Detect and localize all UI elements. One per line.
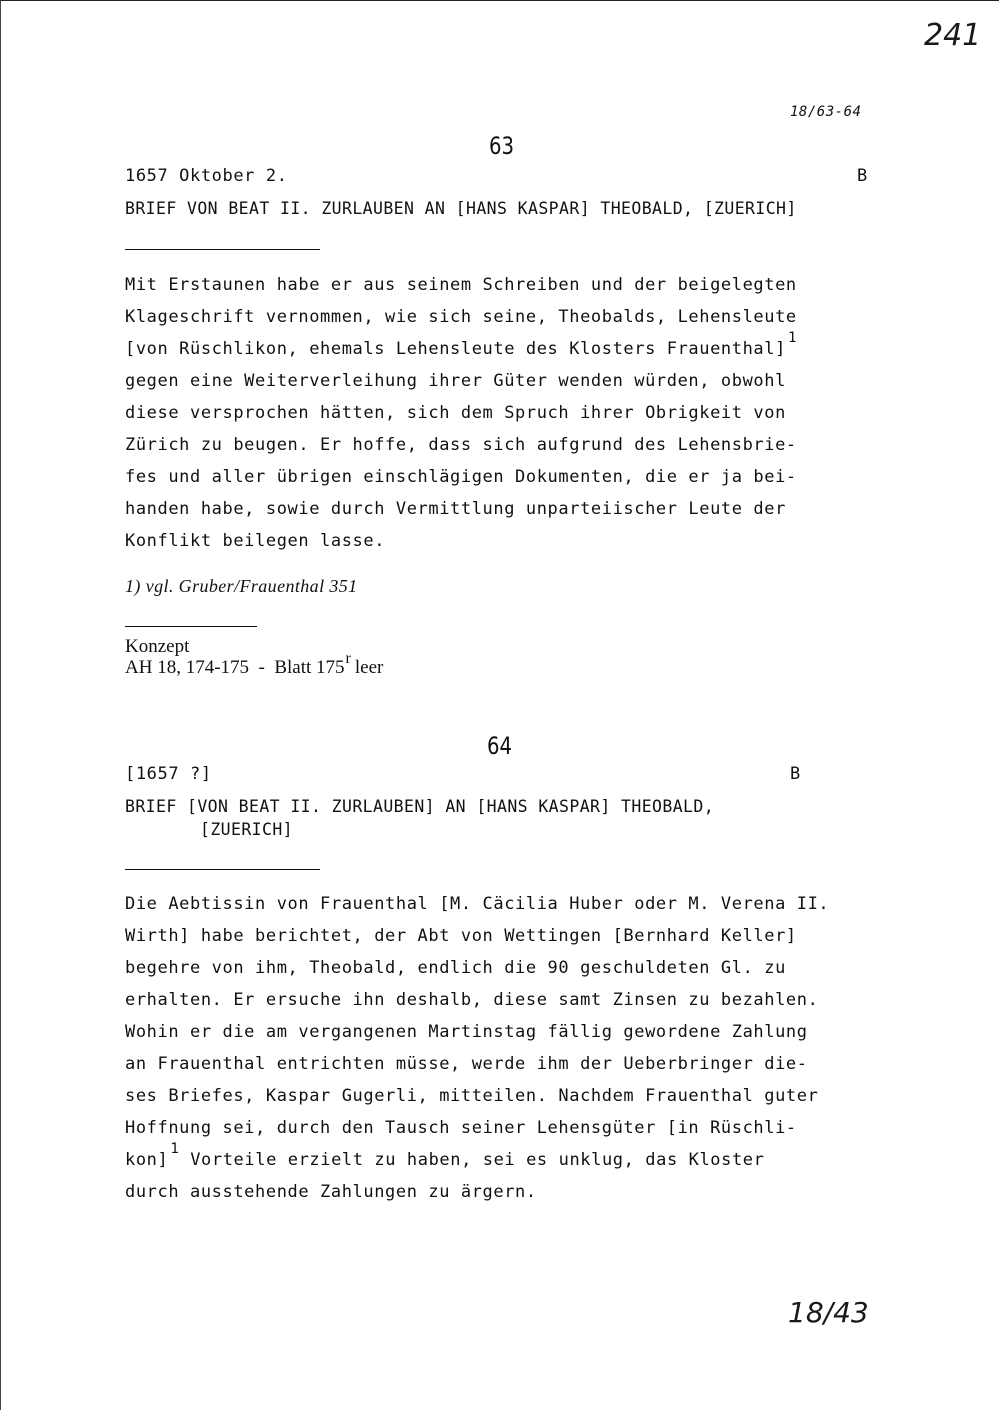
summary-line: kon]$^1$ Vorteile erzielt zu haben, sei es unklug, das Kloster <box>125 1141 765 1170</box>
summary-line: Wohin er die am vergangenen Martinstag fällig gewordene Zahlung <box>125 1022 808 1042</box>
document-number: 63 <box>489 132 515 160</box>
heading-rule <box>125 249 320 250</box>
document-date: 1657 Oktober 2. <box>125 166 288 186</box>
document-type-code: B <box>790 764 801 784</box>
document-summary <box>125 888 829 1208</box>
summary-line: Klageschrift vernommen, wie sich seine, Theobalds, Lehensleute <box>125 307 797 327</box>
summary-line: Wirth] habe berichtet, der Abt von Wettingen [Bernhard Keller] <box>125 926 797 946</box>
summary-line: diese versprochen hätten, sich dem Spruch ihrer Obrigkeit von <box>125 403 786 423</box>
heading-rule <box>125 869 320 870</box>
summary-line: Hoffnung sei, durch den Tausch seiner Lehensgüter [in Rüschli- <box>125 1118 797 1138</box>
summary-line: ses Briefes, Kaspar Gugerli, mitteilen. Nachdem Frauenthal guter <box>125 1086 819 1106</box>
summary-line: [von Rüschlikon, ehemals Lehensleute des Klosters Frauenthal]$^1$ <box>125 330 797 359</box>
document-summary <box>125 269 797 557</box>
summary-line: durch ausstehende Zahlungen zu ärgern. <box>125 1182 537 1202</box>
footnote-marker: 1 <box>170 1141 180 1157</box>
footnote-marker: 1 <box>787 330 797 346</box>
folio-mark: 241 <box>924 18 982 53</box>
source-label: Konzept <box>125 636 190 657</box>
document-date: [1657 ?] <box>125 764 212 784</box>
summary-line: Konflikt beilegen lasse. <box>125 531 386 551</box>
summary-line: Mit Erstaunen habe er aus seinem Schreiben und der beigelegten <box>125 275 797 295</box>
source-rule <box>125 626 257 627</box>
summary-line: gegen eine Weiterverleihung ihrer Güter wenden würden, obwohl <box>125 371 786 391</box>
document-heading: BRIEF [VON BEAT II. ZURLAUBEN] AN [HANS KASPAR] THEOBALD, <box>125 797 715 816</box>
summary-line: handen habe, sowie durch Vermittlung unparteiischer Leute der <box>125 499 786 519</box>
document-number: 64 <box>487 732 513 760</box>
folio-number-bottom: 18/43 <box>788 1296 869 1329</box>
source-reference: AH 18, 174-175 - Blatt 175$^r$ leer <box>125 650 384 678</box>
footnote: 1) vgl. Gruber/Frauenthal 351 <box>125 576 358 596</box>
summary-line: erhalten. Er ersuche ihn deshalb, diese samt Zinsen zu bezahlen. <box>125 990 819 1010</box>
source-superscript: r <box>345 650 351 667</box>
summary-line: Die Aebtissin von Frauenthal [M. Cäcilia Huber oder M. Verena II. <box>125 894 830 914</box>
document-heading-continued: [ZUERICH] <box>200 820 294 839</box>
document-heading: BRIEF VON BEAT II. ZURLAUBEN AN [HANS KASPAR] THEOBALD, [ZUERICH] <box>125 199 797 218</box>
summary-line: fes und aller übrigen einschlägigen Dokumenten, die er ja bei- <box>125 467 797 487</box>
reference-number: 18/63-64 <box>790 104 862 120</box>
document-type-code: B <box>857 166 868 186</box>
summary-line: begehre von ihm, Theobald, endlich die 90 geschuldeten Gl. zu <box>125 958 786 978</box>
summary-line: an Frauenthal entrichten müsse, werde ihm der Ueberbringer die- <box>125 1054 808 1074</box>
summary-line: Zürich zu beugen. Er hoffe, dass sich aufgrund des Lehensbrie- <box>125 435 797 455</box>
